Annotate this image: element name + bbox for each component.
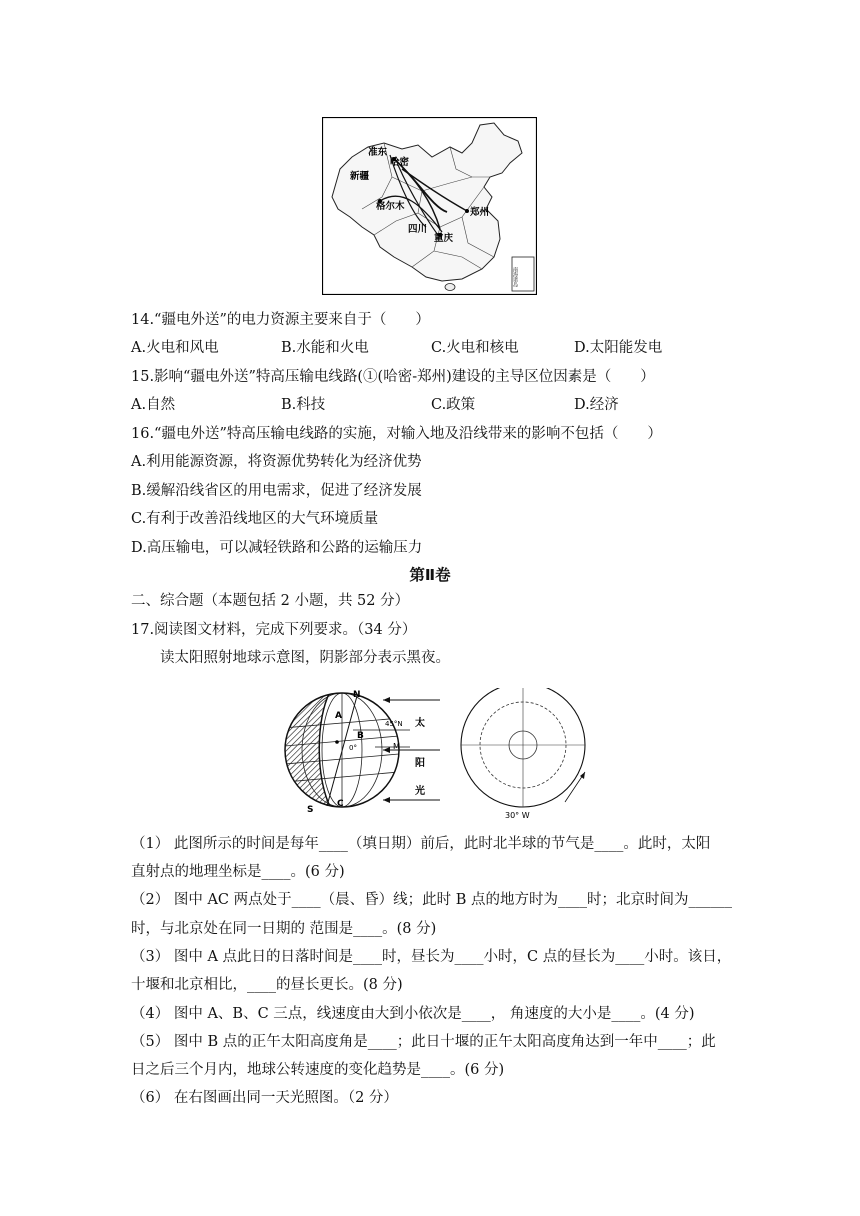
q16-option-b[interactable]: B.缓解沿线省区的用电需求，促进了经济发展	[131, 483, 422, 499]
q14-option-a[interactable]: A.火电和风电	[131, 340, 219, 356]
subquestion-6: （6） 在右图画出同一天光照图。（2 分）	[131, 1090, 398, 1106]
label-zero-degree: 0°	[349, 744, 357, 752]
label-sun-1: 太	[415, 718, 425, 729]
label-sun-3: 光	[415, 786, 425, 797]
q16-option-a[interactable]: A.利用能源资源，将资源优势转化为经济优势	[131, 454, 422, 470]
subquestion-5-line-1: （5） 图中 B 点的正午太阳高度角是____；此日十堰的正午太阳高度角达到一年中____；此	[131, 1034, 716, 1050]
subquestion-2-line-2: 时，与北京处在同一日期的 范围是____。(8 分)	[131, 921, 437, 937]
label-M: M	[393, 742, 400, 751]
label-hami: 哈密	[390, 157, 410, 168]
label-xinjiang: 新疆	[350, 171, 370, 182]
sunlight-earth-diagram	[275, 688, 605, 823]
subquestion-3-line-1: （3） 图中 A 点此日的日落时间是____时，昼长为____小时，C 点的昼长为____小时。该日，	[131, 949, 732, 965]
q15-option-c[interactable]: C.政策	[431, 397, 476, 413]
subquestion-1-line-1: （1） 此图所示的时间是每年____（填日期）前后，此时北半球的节气是____。此时，太阳	[131, 836, 711, 852]
label-45N: 45°N	[385, 720, 403, 728]
section-heading: 二、综合题（本题包括 2 小题，共 52 分）	[131, 593, 410, 609]
label-30w: 30° W	[505, 811, 530, 820]
china-power-map	[322, 117, 537, 295]
subquestion-4: （4） 图中 A、B、C 三点，线速度由大到小依次是____， 角速度的大小是____。(4 分)	[131, 1006, 695, 1022]
q14-option-d[interactable]: D.太阳能发电	[574, 340, 663, 356]
subquestion-3-line-2: 十堰和北京相比，____的昼长更长。(8 分)	[131, 977, 403, 993]
label-B: B	[357, 731, 364, 741]
question-15-stem: 15.影响“疆电外送”特高压输电线路(①(哈密-郑州)建设的主导区位因素是（ ）	[131, 369, 655, 385]
part-2-title: 第Ⅱ卷	[409, 566, 451, 584]
label-A: A	[335, 711, 342, 721]
q15-option-d[interactable]: D.经济	[574, 397, 619, 413]
subquestion-5-line-2: 日之后三个月内，地球公转速度的变化趋势是____。(6 分)	[131, 1062, 505, 1078]
globe	[275, 688, 415, 818]
label-N: N	[353, 690, 361, 700]
question-14-stem: 14.“疆电外送”的电力资源主要来自于（ ）	[131, 312, 430, 328]
label-zhengzhou: 郑州	[470, 207, 490, 218]
subquestion-2-line-1: （2） 图中 AC 两点处于____（晨、昏）线；此时 B 点的地方时为____时；北京时间为______	[131, 892, 732, 908]
question-17-stem: 17.阅读图文材料，完成下列要求。（34 分）	[131, 622, 417, 638]
label-C: C	[337, 799, 344, 809]
question-17-intro: 读太阳照射地球示意图，阴影部分表示黑夜。	[160, 650, 450, 666]
label-sichuan: 四川	[408, 224, 428, 235]
q16-option-c[interactable]: C.有利于改善沿线地区的大气环境质量	[131, 511, 379, 527]
q15-option-a[interactable]: A.自然	[131, 397, 176, 413]
q14-option-b[interactable]: B.水能和火电	[281, 340, 369, 356]
subquestion-1-line-2: 直射点的地理坐标是____。(6 分)	[131, 864, 345, 880]
q16-option-d[interactable]: D.高压输电，可以减轻铁路和公路的运输压力	[131, 540, 423, 556]
polar-view-blank[interactable]	[461, 688, 585, 807]
label-S: S	[307, 805, 314, 815]
question-16-stem: 16.“疆电外送”特高压输电线路的实施，对输入地及沿线带来的影响不包括（ ）	[131, 426, 662, 442]
nanhai-label: 南海诸岛	[512, 267, 518, 287]
label-chongqing: 重庆	[434, 233, 454, 244]
q14-option-c[interactable]: C.火电和核电	[431, 340, 519, 356]
label-zhundong: 准东	[368, 147, 388, 158]
label-sun-2: 阳	[415, 758, 425, 769]
q15-option-b[interactable]: B.科技	[281, 397, 326, 413]
label-geermu: 格尔木	[376, 201, 405, 212]
